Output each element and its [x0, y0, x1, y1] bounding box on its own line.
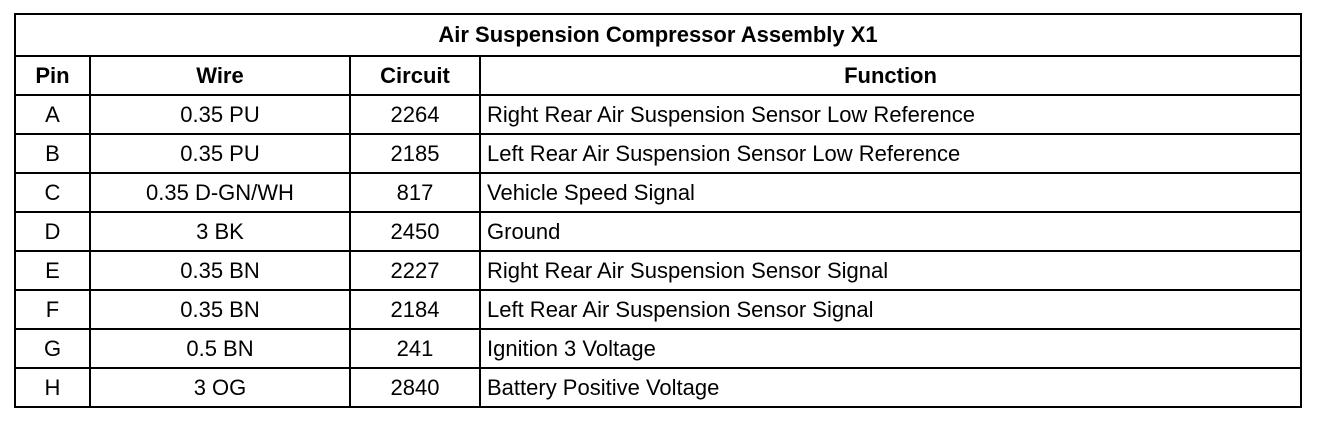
header-wire: Wire — [90, 56, 350, 95]
table-row — [15, 212, 1301, 251]
function-cell: Left Rear Air Suspension Sensor Low Reference — [480, 134, 1301, 173]
circuit-cell: 241 — [350, 329, 480, 368]
table-row — [15, 173, 1301, 212]
circuit-cell: 2840 — [350, 368, 480, 407]
function-cell: Right Rear Air Suspension Sensor Signal — [480, 251, 1301, 290]
pin-cell: F — [15, 290, 90, 329]
function-cell: Battery Positive Voltage — [480, 368, 1301, 407]
wire-cell: 0.35 D-GN/WH — [90, 173, 350, 212]
table-row — [15, 290, 1301, 329]
header-function: Function — [480, 56, 1301, 95]
table-title-row — [15, 14, 1301, 56]
circuit-cell: 2185 — [350, 134, 480, 173]
wire-cell: 3 BK — [90, 212, 350, 251]
connector-pinout-table — [14, 13, 1302, 408]
wire-cell: 0.5 BN — [90, 329, 350, 368]
function-cell: Ground — [480, 212, 1301, 251]
table-title: Air Suspension Compressor Assembly X1 — [15, 14, 1301, 56]
wire-cell: 3 OG — [90, 368, 350, 407]
table-row — [15, 251, 1301, 290]
table-row — [15, 329, 1301, 368]
circuit-cell: 2184 — [350, 290, 480, 329]
pin-cell: E — [15, 251, 90, 290]
wire-cell: 0.35 PU — [90, 134, 350, 173]
circuit-cell: 2264 — [350, 95, 480, 134]
connector-table-container — [14, 13, 1302, 408]
wire-cell: 0.35 BN — [90, 251, 350, 290]
function-cell: Right Rear Air Suspension Sensor Low Reference — [480, 95, 1301, 134]
pin-cell: C — [15, 173, 90, 212]
pin-cell: G — [15, 329, 90, 368]
pin-cell: B — [15, 134, 90, 173]
pin-cell: A — [15, 95, 90, 134]
function-cell: Left Rear Air Suspension Sensor Signal — [480, 290, 1301, 329]
table-row — [15, 134, 1301, 173]
table-row — [15, 95, 1301, 134]
table-row — [15, 368, 1301, 407]
circuit-cell: 2227 — [350, 251, 480, 290]
circuit-cell: 2450 — [350, 212, 480, 251]
function-cell: Ignition 3 Voltage — [480, 329, 1301, 368]
pin-cell: H — [15, 368, 90, 407]
table-header-row — [15, 56, 1301, 95]
circuit-cell: 817 — [350, 173, 480, 212]
pin-cell: D — [15, 212, 90, 251]
wire-cell: 0.35 BN — [90, 290, 350, 329]
wire-cell: 0.35 PU — [90, 95, 350, 134]
function-cell: Vehicle Speed Signal — [480, 173, 1301, 212]
header-pin: Pin — [15, 56, 90, 95]
header-circuit: Circuit — [350, 56, 480, 95]
